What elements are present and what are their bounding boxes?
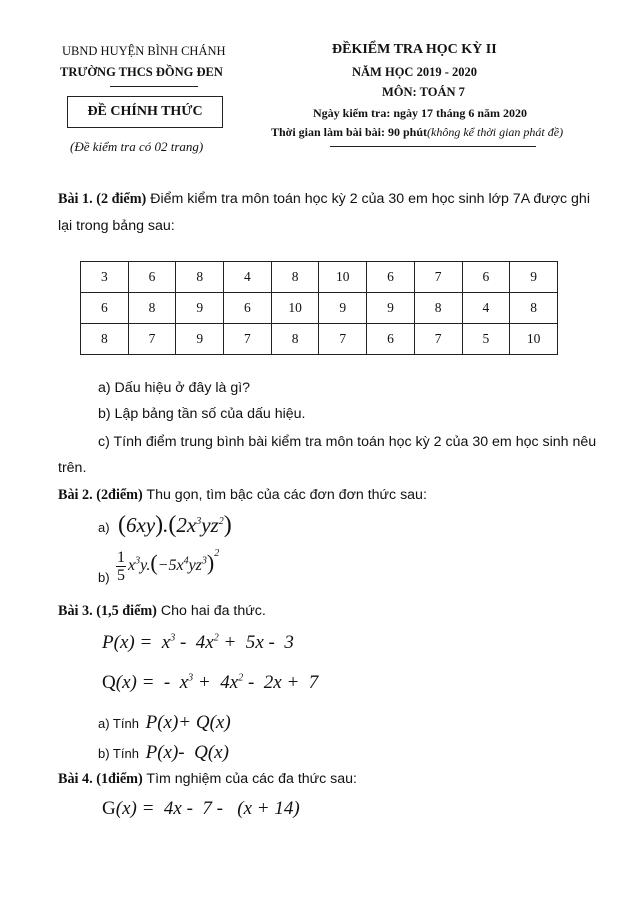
- bai2-line: [58, 485, 427, 505]
- bai3-b-label: b) Tính: [98, 746, 139, 761]
- duration-note: (không kể thời gian phát đề): [427, 125, 564, 139]
- bai1-question-b: b) Lập bảng tần số của dấu hiệu.: [98, 406, 306, 422]
- table-row: [81, 262, 558, 293]
- bai3-a-line: [98, 712, 231, 734]
- fraction-one-fifth: [116, 549, 126, 584]
- polynomial-g: G(x) = 4x - 7 - (x + 14): [102, 798, 300, 819]
- table-cell: 8: [271, 324, 319, 355]
- bai1-line1: [58, 189, 593, 209]
- bai1-question-c: c) Tính điểm trung bình bài kiểm tra môn toán học kỳ 2 của 30 em học sinh nêu: [98, 434, 597, 450]
- bai3-line: [58, 601, 266, 621]
- polynomial-p: $P(x) = x^3 - 4x^2 + 5x - 3$: [102, 632, 294, 653]
- fraction-numerator: 1: [117, 548, 125, 566]
- table-cell: 4: [462, 293, 510, 324]
- bai2-a-label: a): [98, 520, 110, 535]
- table-cell: 9: [176, 324, 224, 355]
- bai2-b-expr: $\frac{1}{5}$ $x^3y.(-5x^4yz^3)^2$: [117, 548, 220, 584]
- table-cell: 9: [319, 293, 367, 324]
- table-cell: 6: [128, 262, 176, 293]
- table-cell: 5: [462, 324, 510, 355]
- table-cell: 8: [271, 262, 319, 293]
- table-cell: 6: [462, 262, 510, 293]
- table-cell: 7: [319, 324, 367, 355]
- bai4-text: Tìm nghiệm của các đa thức sau:: [142, 771, 358, 787]
- bai1-label: Bài 1. (2 điểm): [58, 191, 147, 207]
- bai2-a-expr: $(6xy).(2x^3yz^2)$: [118, 512, 232, 538]
- bai3-text: Cho hai đa thức.: [156, 603, 266, 619]
- table-cell: 8: [176, 262, 224, 293]
- bai3-a-expr: P(x)+ Q(x): [145, 712, 231, 733]
- bai3-b-expr: P(x)- Q(x): [145, 742, 229, 763]
- bai3-a-label: a) Tính: [98, 716, 139, 731]
- bai2-text: Thu gọn, tìm bậc của các đơn đơn thức sau:: [142, 487, 427, 503]
- bai3-b-line: [98, 742, 229, 764]
- pages-note: (Đề kiểm tra có 02 trang): [70, 139, 204, 154]
- table-row: [81, 293, 558, 324]
- district-name: UBND HUYỆN BÌNH CHÁNH: [62, 44, 226, 58]
- official-exam-box: [67, 96, 223, 128]
- bai1-question-c-cont: trên.: [58, 460, 87, 476]
- fraction-denominator: 5: [117, 566, 125, 584]
- table-cell: 10: [319, 262, 367, 293]
- official-exam-label: ĐỀ CHÍNH THỨC: [87, 104, 203, 119]
- table-cell: 7: [414, 262, 462, 293]
- scores-table: [80, 261, 558, 355]
- table-cell: 9: [510, 262, 558, 293]
- table-cell: 7: [414, 324, 462, 355]
- table-cell: 4: [224, 262, 272, 293]
- school-year: NĂM HỌC 2019 - 2020: [352, 65, 477, 79]
- bai2-b-label: b): [98, 570, 110, 585]
- exam-date: Ngày kiểm tra: ngày 17 tháng 6 năm 2020: [313, 106, 528, 120]
- table-cell: 10: [271, 293, 319, 324]
- table-cell: 8: [81, 324, 129, 355]
- table-cell: 6: [367, 262, 415, 293]
- table-cell: 3: [81, 262, 129, 293]
- bai4-line: [58, 769, 357, 789]
- table-cell: 10: [510, 324, 558, 355]
- table-cell: 9: [176, 293, 224, 324]
- exam-duration: [271, 125, 563, 140]
- bai1-text: Điểm kiểm tra môn toán học kỳ 2 của 30 em học sinh lớp 7A được ghi: [146, 191, 590, 207]
- duration-text: Thời gian làm bài bài: 90 phút: [271, 125, 428, 139]
- bai3-label: Bài 3. (1,5 điểm): [58, 603, 157, 619]
- table-cell: 7: [128, 324, 176, 355]
- table-cell: 7: [224, 324, 272, 355]
- table-cell: 8: [128, 293, 176, 324]
- subject: MÔN: TOÁN 7: [382, 85, 465, 99]
- bai1-line2: lại trong bảng sau:: [58, 218, 175, 234]
- table-cell: 8: [414, 293, 462, 324]
- date-underline: [330, 146, 536, 147]
- table-cell: 6: [367, 324, 415, 355]
- table-row: [81, 324, 558, 355]
- table-cell: 6: [81, 293, 129, 324]
- polynomial-q: Q(x) = - $x^3 + 4x^2 - 2x + 7$: [102, 672, 319, 693]
- school-name: TRƯỜNG THCS ĐỒNG ĐEN: [60, 65, 223, 79]
- bai2-label: Bài 2. (2điểm): [58, 487, 143, 503]
- table-cell: 9: [367, 293, 415, 324]
- school-underline: [110, 86, 198, 87]
- table-cell: 8: [510, 293, 558, 324]
- table-cell: 6: [224, 293, 272, 324]
- exam-title: ĐỀKIỂM TRA HỌC KỲ II: [332, 42, 497, 57]
- bai1-question-a: a) Dấu hiệu ở đây là gì?: [98, 380, 251, 396]
- bai4-label: Bài 4. (1điểm): [58, 771, 143, 787]
